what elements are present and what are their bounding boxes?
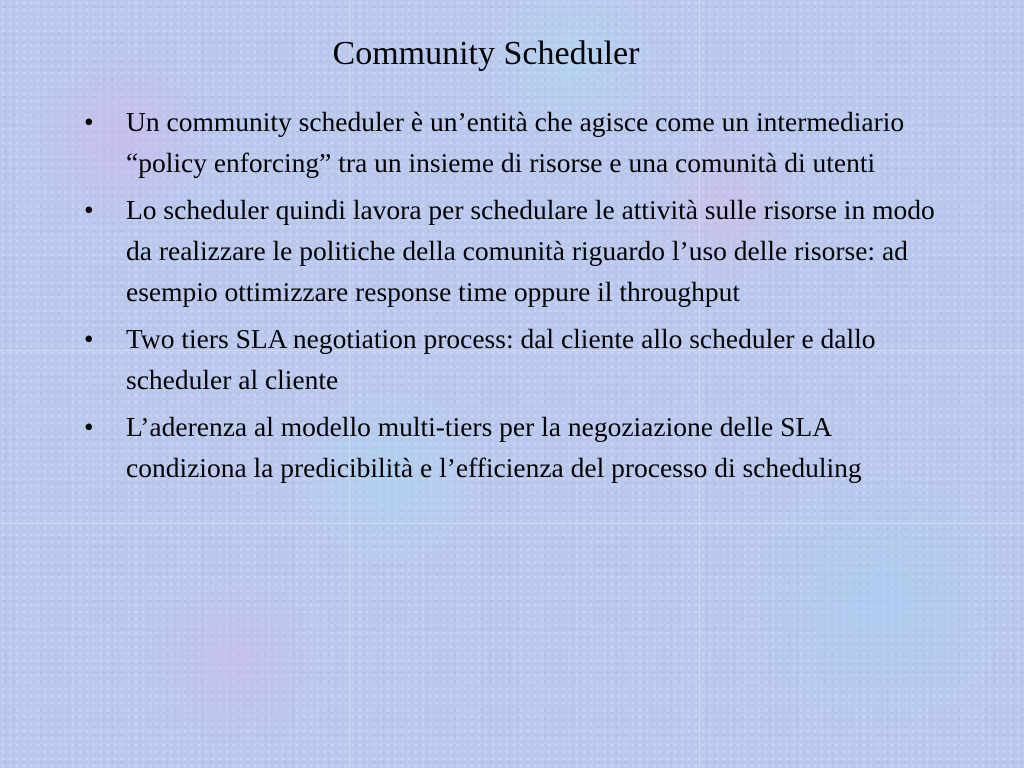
bullet-item [84,406,954,488]
bullet-icon: • [84,106,94,137]
slide-title: Community Scheduler [332,35,640,72]
bullet-item [84,318,954,400]
bullet-text: L’aderenza al modello multi-tiers per la negoziazione delle SLA condiziona la predicibilità e l’efficienza del processo di scheduling [126,411,862,483]
bullet-text: Un community scheduler è un’entità che agisce come un intermediario “policy enforcing” tra un insieme di risorse e una comunità di utenti [126,106,905,178]
bullet-list [84,101,954,494]
tile-line [0,523,1024,524]
bullet-icon: • [84,194,94,225]
bullet-icon: • [84,323,94,354]
bullet-item [84,189,954,312]
bullet-icon: • [84,411,94,442]
bullet-item [84,101,954,183]
bullet-text: Lo scheduler quindi lavora per schedulare le attività sulle risorse in modo da realizzare le politiche della comunità riguardo l’uso delle risorse: ad esempio ottimizzare response time oppure il throughput [126,194,935,307]
bullet-text: Two tiers SLA negotiation process: dal cliente allo scheduler e dallo scheduler al cliente [126,323,876,395]
